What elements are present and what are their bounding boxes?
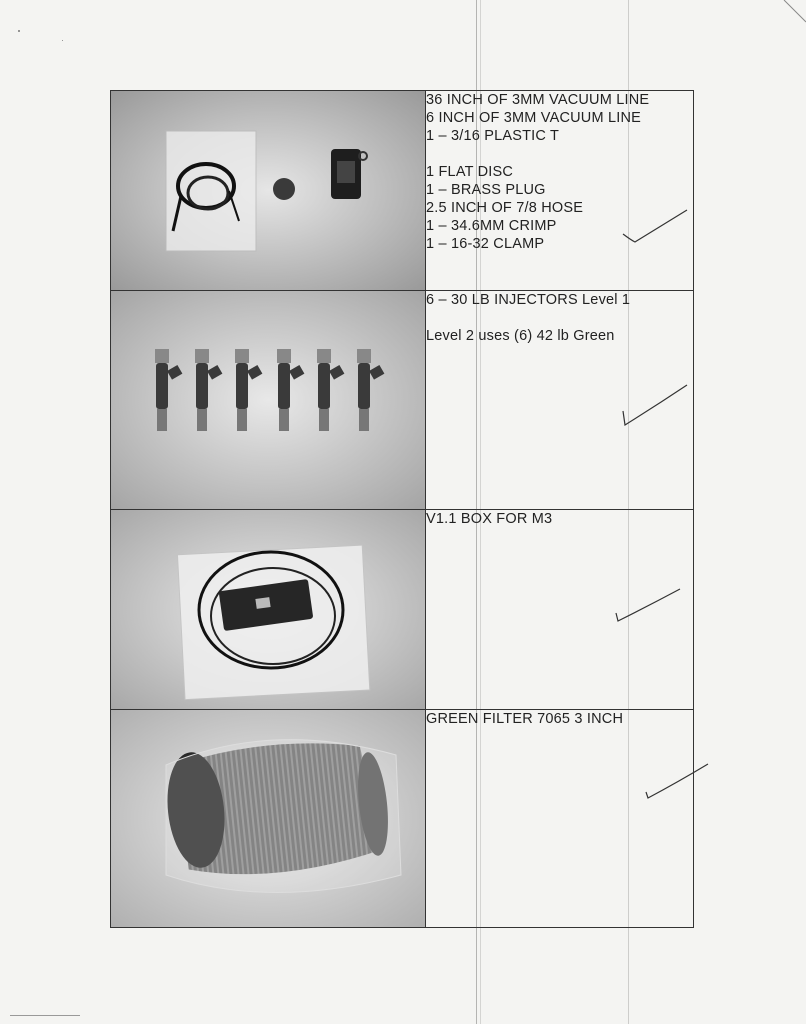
part-line: 1 FLAT DISC xyxy=(426,164,514,180)
table-row xyxy=(111,710,694,928)
table-row xyxy=(111,510,694,710)
scan-speck xyxy=(62,40,63,41)
description-cell xyxy=(426,510,694,710)
parts-list-table xyxy=(110,90,694,928)
checkmark-icon xyxy=(621,381,691,431)
air-filter-photo xyxy=(111,710,425,927)
photo-cell xyxy=(111,291,426,510)
part-line: 1 – 34.6MM CRIMP xyxy=(426,218,557,234)
scan-artifact-line xyxy=(480,0,481,1024)
part-line: GREEN FILTER 7065 3 INCH xyxy=(426,711,624,727)
part-line: 2.5 INCH OF 7/8 HOSE xyxy=(426,200,584,216)
scan-artifact-line xyxy=(628,0,629,1024)
footer-rule xyxy=(10,1015,80,1016)
scan-speck xyxy=(18,30,20,32)
vacuum-line-kit-photo xyxy=(111,91,425,290)
photo-cell xyxy=(111,710,426,928)
checkmark-icon xyxy=(621,206,691,246)
control-box-harness-photo xyxy=(111,510,425,709)
part-line: 6 INCH OF 3MM VACUUM LINE xyxy=(426,110,642,126)
part-line: 6 – 30 LB INJECTORS Level 1 xyxy=(426,292,631,308)
part-line: Level 2 uses (6) 42 lb Green xyxy=(426,328,615,344)
checkmark-icon xyxy=(644,760,714,805)
checkmark-icon xyxy=(614,585,684,630)
table-row xyxy=(111,291,694,510)
scan-artifact-line xyxy=(476,0,477,1024)
part-line: 1 – 3/16 PLASTIC T xyxy=(426,128,560,144)
page-corner-fold xyxy=(776,0,806,30)
description-cell xyxy=(426,291,694,510)
description-cell xyxy=(426,91,694,291)
description-cell xyxy=(426,710,694,928)
photo-cell xyxy=(111,510,426,710)
photo-cell xyxy=(111,91,426,291)
part-line: V1.1 BOX FOR M3 xyxy=(426,511,553,527)
fuel-injectors-photo xyxy=(111,291,425,509)
part-line: 1 – BRASS PLUG xyxy=(426,182,546,198)
part-line: 36 INCH OF 3MM VACUUM LINE xyxy=(426,92,650,108)
table-row xyxy=(111,91,694,291)
part-line: 1 – 16-32 CLAMP xyxy=(426,236,545,252)
